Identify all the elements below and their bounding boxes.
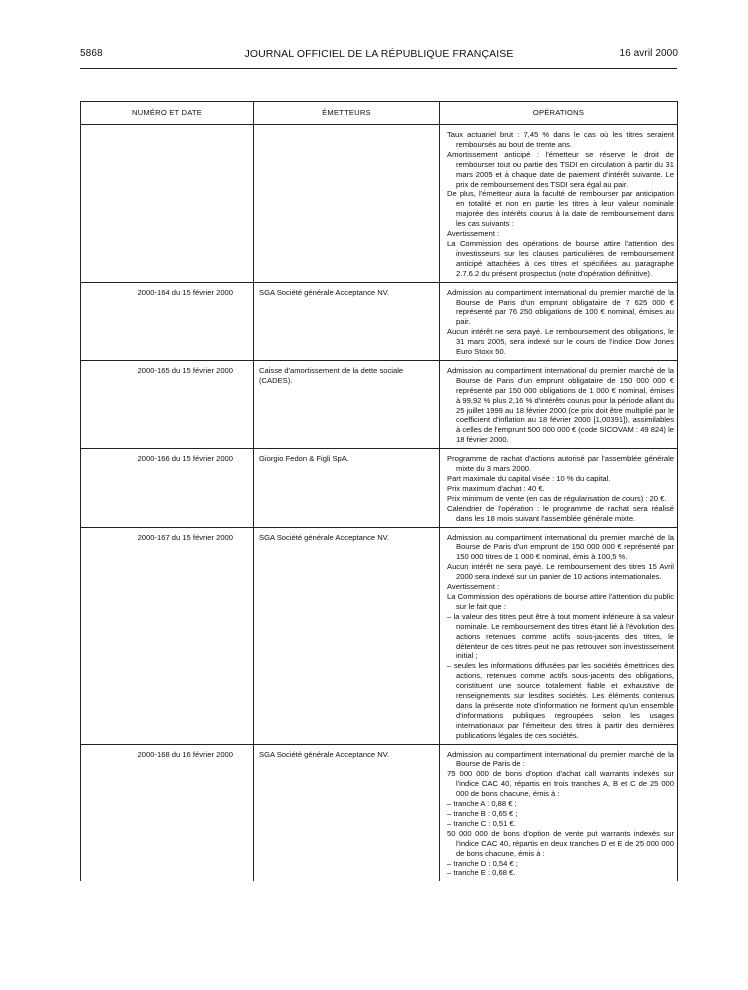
issue-date: 16 avril 2000: [619, 48, 678, 59]
page-number: 5868: [80, 48, 103, 59]
operation-paragraph: Part maximale du capital visée : 10 % du capital.: [447, 474, 611, 483]
operation-paragraph: De plus, l'émetteur aura la faculté de rembourser par anticipation en totalité et non en partie les titres à leur valeur nominale majorée des intérêts courus à la date de remboursement dans les cas suivants :: [447, 189, 674, 229]
emetteur-cell: SGA Société générale Acceptance NV.: [254, 744, 440, 881]
operation-paragraph: 75 000 000 de bons d'option d'achat call warrants indexés sur l'indice CAC 40, répartis en trois tranches A, B et C de 25 000 000 de bons chacune, émis à :: [447, 769, 674, 799]
operation-bullet: – tranche D : 0,54 € ;: [447, 858, 518, 868]
operation-paragraph: Admission au compartiment international du premier marché de la Bourse de Paris d'un emprunt de 150 000 000 € représenté par 150 000 titres de 1 000 € nominal, émis à 100,5 %.: [447, 532, 674, 562]
operation-bullet: – seules les informations diffusées par les sociétés émettrices des actions, retenues comme actifs sous-jacents des obligations, constituent une source totalement fiable et exhaustive de renseignements sur lesdites sociétés. Les éléments contenus dans la présente note d'information ne forment qu'un ensemble d'informations publiques regroupées selon les usages internationaux par l'émetteur des titres à partir des dernières publications légales de ces sociétés.: [447, 661, 674, 740]
numero-cell: 2000-168 du 16 février 2000: [81, 744, 254, 881]
operation-paragraph: Amortissement anticipé : l'émetteur se réserve le droit de rembourser tout ou partie des TSDI en circulation à partir du 31 mars 2005 et à chaque date de paiement d'intérêt suivante. Le prix de remboursement des TSDI sera égal au pair.: [447, 149, 674, 189]
operation-bullet: – tranche A : 0,88 € ;: [447, 799, 517, 809]
operations-cell: [440, 527, 678, 744]
operations-cell: [440, 744, 678, 881]
numero-cell: 2000-164 du 15 février 2000: [81, 282, 254, 360]
emetteur-cell: Caisse d'amortissement de la dette sociale (CADES).: [254, 360, 440, 448]
table-row: [81, 360, 678, 448]
table-row: [81, 125, 678, 283]
operation-paragraph: Avertissement :: [447, 229, 500, 239]
column-header-operations: OPÉRATIONS: [440, 102, 678, 125]
journal-title: JOURNAL OFFICIEL DE LA RÉPUBLIQUE FRANÇAISE: [244, 48, 514, 60]
operations-cell: [440, 125, 678, 283]
operation-paragraph: Aucun intérêt ne sera payé. Le remboursement des obligations, le 31 mars 2005, sera indexé sur le cours de l'indice Dow Jones Euro Stoxx 50.: [447, 327, 674, 357]
numero-cell: 2000-166 du 15 février 2000: [81, 449, 254, 527]
table-row: [81, 527, 678, 744]
emetteur-cell: [254, 125, 440, 283]
operation-paragraph: Prix minimum de vente (en cas de régularisation de cours) : 20 €.: [447, 493, 667, 503]
numero-cell: 2000-167 du 15 février 2000: [81, 527, 254, 744]
operation-paragraph: La Commission des opérations de bourse attire l'attention des investisseurs sur les clauses particulières de remboursement anticipé attachées à ces titres et spécifiées au paragraphe 2.7.6.2 du présent prospectus (note d'opération définitive).: [447, 238, 674, 278]
operations-cell: [440, 282, 678, 360]
operation-paragraph: La Commission des opérations de bourse attire l'attention du public sur le fait que :: [447, 591, 674, 611]
operation-paragraph: Calendrier de l'opération : le programme de rachat sera réalisé dans les 18 mois suivant l'assemblée générale mixte.: [447, 503, 674, 523]
operation-paragraph: Avertissement :: [447, 582, 500, 592]
operation-paragraph: Taux actuariel brut : 7,45 % dans le cas où les titres seraient remboursés au bout de trente ans.: [447, 130, 674, 149]
operation-paragraph: Programme de rachat d'actions autorisé par l'assemblée générale mixte du 3 mars 2000.: [447, 454, 674, 474]
operation-paragraph: Prix maximum d'achat : 40 €.: [447, 483, 545, 493]
operations-table: [80, 101, 678, 881]
numero-cell: [81, 125, 254, 283]
emetteur-cell: SGA Société générale Acceptance NV.: [254, 282, 440, 360]
column-header-numero: NUMÉRO ET DATE: [81, 102, 254, 125]
header-rule: [80, 68, 677, 69]
operations-cell: [440, 360, 678, 448]
operation-paragraph: Admission au compartiment international du premier marché de la Bourse de Paris de :: [447, 749, 674, 769]
operation-paragraph: Admission au compartiment international du premier marché de la Bourse de Paris d'un emprunt obligataire de 150 000 000 € représenté par 150 000 obligations de 1 000 € nominal, émises à 99,92 % plus 2,16 % d'intérêts courus pour la période allant du 25 juillet 1999 au 18 février 2000 (ce prix doit être multiplié par le coefficient d'inflation au 18 février 2000 [1,00391]), assimilables à celles de l'emprunt 500 000 000 € (code SICOVAM : 49 824) le 18 février 2000.: [447, 365, 674, 445]
operation-paragraph: Aucun intérêt ne sera payé. Le remboursement des titres 15 Avril 2000 sera indexé sur un panier de 10 actions internationales.: [447, 562, 674, 582]
operation-bullet: – tranche C : 0,51 €.: [447, 818, 516, 828]
operations-cell: [440, 449, 678, 527]
operation-bullet: – tranche B : 0,65 € ;: [447, 809, 518, 818]
table-row: [81, 449, 678, 527]
operation-paragraph: Admission au compartiment international du premier marché de la Bourse de Paris d'un emprunt obligataire de 7 625 000 € représenté par 76 250 obligations de 100 € nominal, émises au pair.: [447, 287, 674, 327]
table-row: [81, 744, 678, 881]
numero-cell: 2000-165 du 15 février 2000: [81, 360, 254, 448]
table-header-row: [81, 102, 678, 125]
operation-bullet: – tranche E : 0,68 €.: [447, 868, 516, 878]
column-header-emetteurs: ÉMETTEURS: [254, 102, 440, 125]
operation-paragraph: 50 000 000 de bons d'option de vente put warrants indexés sur l'indice CAC 40, répartis en deux tranches D et E de 25 000 000 de bons chacune, émis à :: [447, 828, 674, 858]
emetteur-cell: Giorgio Fedon & Figli SpA.: [254, 449, 440, 527]
table-row: [81, 282, 678, 360]
operation-bullet: – la valeur des titres peut être à tout moment inférieure à sa valeur nominale. Le remboursement des titres étant lié à l'évolution des actions retenues comme actifs sous-jacents des titres, le détenteur de ces titres peut ne pas retrouver son investissement initial ;: [447, 611, 674, 661]
emetteur-cell: SGA Société générale Acceptance NV.: [254, 527, 440, 744]
page-header: [80, 45, 678, 63]
